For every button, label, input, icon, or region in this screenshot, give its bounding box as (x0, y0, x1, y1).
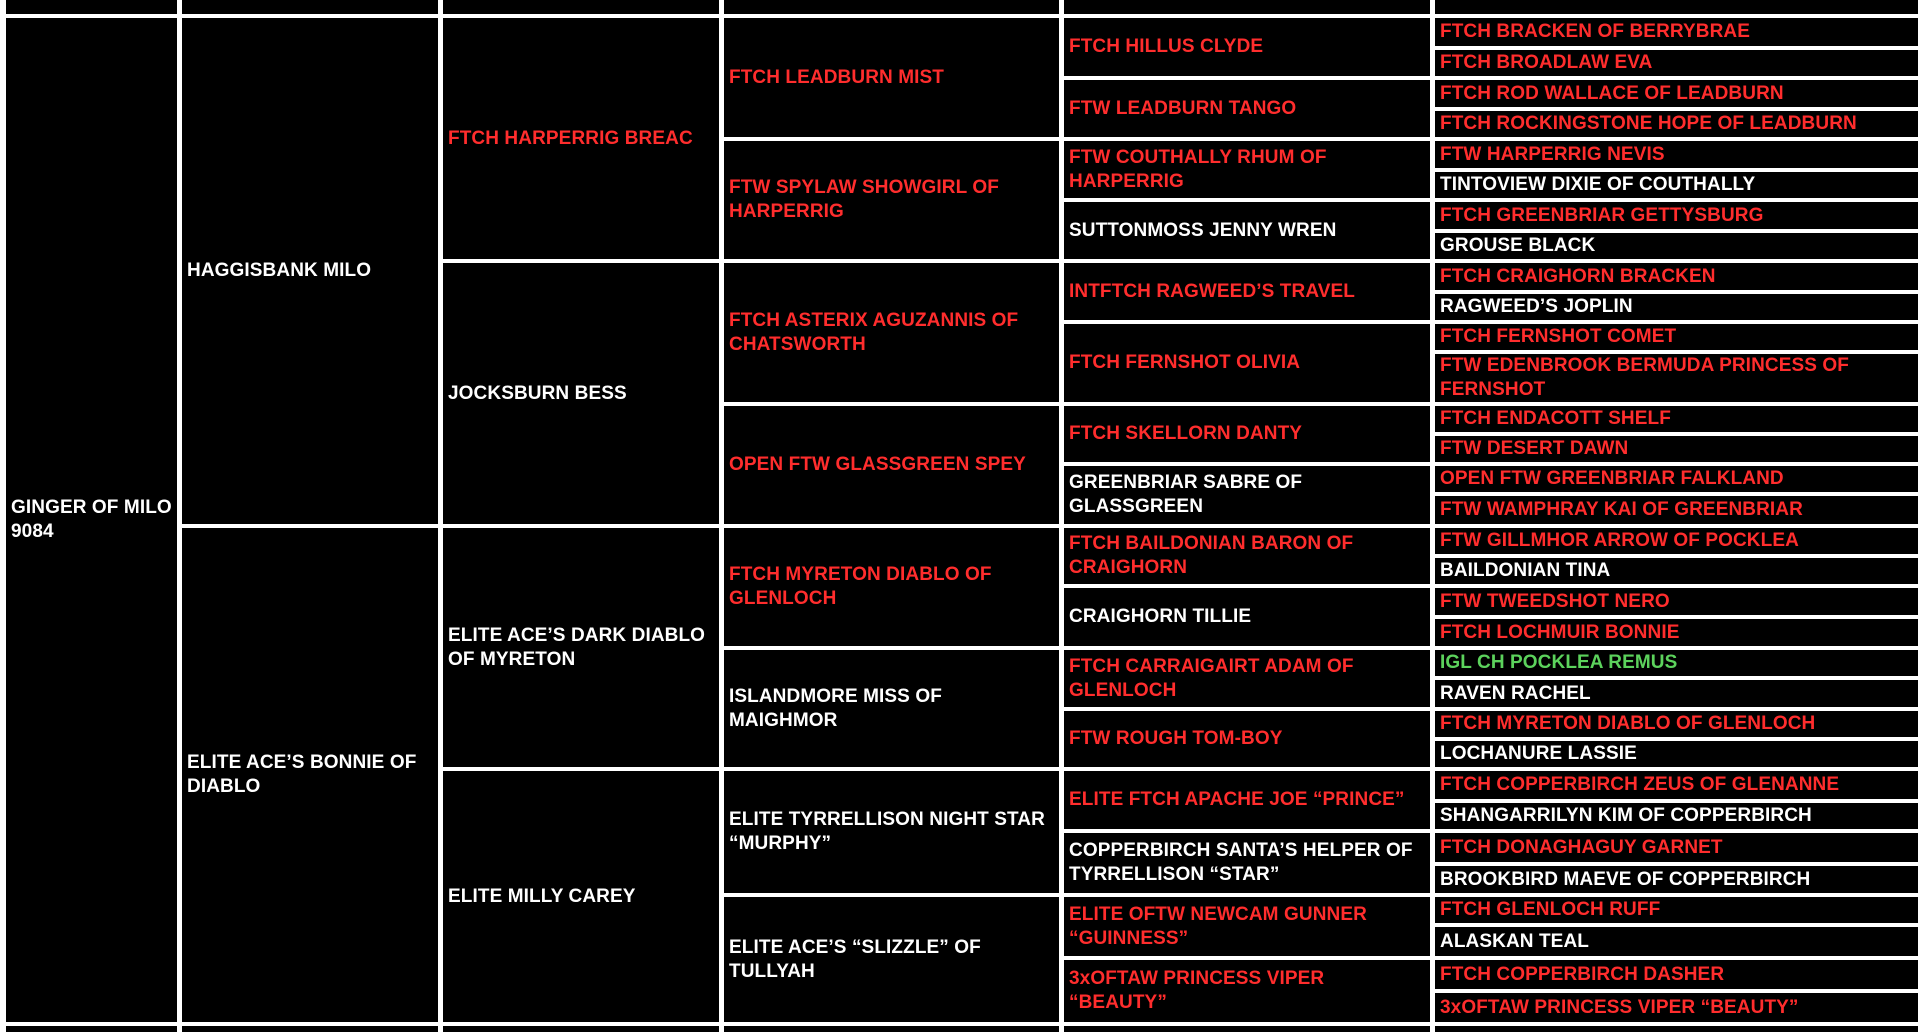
table-edge-bottom (1064, 1026, 1430, 1032)
dog-name: 3xOFTAW PRINCESS VIPER “BEAUTY” (1069, 968, 1325, 1013)
dog-name: FTCH GLENLOCH RUFF (1440, 899, 1661, 920)
pedigree-cell-gen6 (1435, 960, 1918, 989)
pedigree-cell-gen6 (1435, 406, 1918, 432)
dog-name: FTCH GREENBRIAR GETTYSBURG (1440, 204, 1764, 226)
pedigree-cell-gen4 (724, 263, 1059, 402)
pedigree-cell-gen6 (1435, 496, 1918, 524)
dog-name: FTCH FERNSHOT OLIVIA (1069, 352, 1301, 373)
dog-name: COPPERBIRCH SANTA’S HELPER OF TYRRELLISON “STAR” (1069, 840, 1413, 885)
table-edge-bottom (443, 1026, 719, 1032)
pedigree-cell-gen5 (1064, 406, 1430, 462)
table-edge-bottom (724, 1026, 1059, 1032)
table-edge-top (443, 0, 719, 14)
dog-name: INTFTCH RAGWEED’S TRAVEL (1069, 280, 1355, 302)
pedigree-cell-gen6 (1435, 993, 1918, 1022)
pedigree-cell-gen2 (182, 528, 438, 1022)
dog-name: BROOKBIRD MAEVE OF COPPERBIRCH (1440, 868, 1811, 890)
pedigree-cell-gen4 (724, 18, 1059, 137)
dog-name: FTCH BAILDONIAN BARON OF CRAIGHORN (1069, 533, 1354, 578)
dog-name: ELITE ACE’S BONNIE OF DIABLO (187, 752, 417, 797)
dog-name: SHANGARRILYN KIM OF COPPERBIRCH (1440, 805, 1812, 826)
dog-name: FTCH SKELLORN DANTY (1069, 423, 1303, 444)
pedigree-cell-gen4 (724, 406, 1059, 524)
dog-name: 3xOFTAW PRINCESS VIPER “BEAUTY” (1440, 996, 1799, 1018)
dog-name: GINGER OF MILO 9084 (11, 497, 172, 542)
pedigree-cell-gen3 (443, 263, 719, 524)
dog-name: FTCH COPPERBIRCH ZEUS OF GLENANNE (1440, 774, 1840, 795)
pedigree-cell-gen6 (1435, 650, 1918, 676)
dog-name: BAILDONIAN TINA (1440, 560, 1611, 581)
pedigree-cell-gen6 (1435, 528, 1918, 554)
pedigree-cell-gen6 (1435, 619, 1918, 646)
pedigree-cell-gen5 (1064, 650, 1430, 707)
pedigree-cell-gen6 (1435, 141, 1918, 168)
dog-name: ALASKAN TEAL (1440, 930, 1589, 952)
pedigree-cell-gen6 (1435, 711, 1918, 737)
dog-name: FTCH ENDACOTT SHELF (1440, 408, 1671, 429)
pedigree-cell-gen6 (1435, 111, 1918, 137)
pedigree-cell-gen6 (1435, 897, 1918, 923)
dog-name: ISLANDMORE MISS OF MAIGHMOR (729, 685, 942, 731)
dog-name: FTCH ROCKINGSTONE HOPE OF LEADBURN (1440, 113, 1857, 134)
pedigree-cell-gen6 (1435, 18, 1918, 46)
dog-name: OPEN FTW GREENBRIAR FALKLAND (1440, 468, 1784, 489)
dog-name: OPEN FTW GLASSGREEN SPEY (729, 454, 1026, 475)
pedigree-cell-gen5 (1064, 960, 1430, 1022)
dog-name: FTCH MYRETON DIABLO OF GLENLOCH (729, 564, 992, 609)
pedigree-cell-gen3 (443, 18, 719, 259)
dog-name: FTW SPYLAW SHOWGIRL OF HARPERRIG (729, 177, 999, 222)
pedigree-cell-gen6 (1435, 294, 1918, 320)
pedigree-cell-gen5 (1064, 80, 1430, 137)
pedigree-cell-gen6 (1435, 803, 1918, 829)
pedigree-cell-gen6 (1435, 680, 1918, 707)
pedigree-cell-gen2 (182, 18, 438, 524)
dog-name: ELITE OFTW NEWCAM GUNNER “GUINNESS” (1069, 903, 1367, 949)
dog-name: HAGGISBANK MILO (187, 260, 372, 281)
pedigree-cell-gen6 (1435, 588, 1918, 615)
dog-name: FTCH LEADBURN MIST (729, 66, 945, 88)
pedigree-cell-gen5 (1064, 771, 1430, 829)
dog-name: FTW DESERT DAWN (1440, 438, 1629, 459)
dog-name: FTW HARPERRIG NEVIS (1440, 143, 1665, 165)
dog-name: IGL CH POCKLEA REMUS (1440, 652, 1678, 673)
dog-name: TINTOVIEW DIXIE OF COUTHALLY (1440, 174, 1756, 195)
pedigree-cell-gen4 (724, 528, 1059, 646)
dog-name: FTCH BRACKEN OF BERRYBRAE (1440, 21, 1751, 42)
pedigree-cell-gen5 (1064, 18, 1430, 76)
dog-name: ELITE TYRRELLISON NIGHT STAR “MURPHY” (729, 809, 1045, 854)
pedigree-cell-gen6 (1435, 80, 1918, 107)
dog-name: FTCH ROD WALLACE OF LEADBURN (1440, 82, 1784, 104)
dog-name: FTCH CRAIGHORN BRACKEN (1440, 265, 1716, 287)
dog-name: JOCKSBURN BESS (448, 382, 627, 404)
pedigree-cell-gen3 (443, 528, 719, 767)
dog-name: GROUSE BLACK (1440, 235, 1596, 256)
dog-name: FTW LEADBURN TANGO (1069, 97, 1297, 119)
pedigree-cell-gen5 (1064, 141, 1430, 198)
pedigree-cell-gen5 (1064, 324, 1430, 402)
pedigree-cell-gen6 (1435, 466, 1918, 492)
pedigree-cell-gen1 (6, 18, 177, 1022)
dog-name: LOCHANURE LASSIE (1440, 743, 1637, 764)
pedigree-cell-gen6 (1435, 172, 1918, 198)
table-edge-top (182, 0, 438, 14)
dog-name: FTCH ASTERIX AGUZANNIS OF CHATSWORTH (729, 309, 1019, 355)
dog-name: ELITE ACE’S DARK DIABLO OF MYRETON (448, 624, 706, 670)
dog-name: FTW COUTHALLY RHUM OF HARPERRIG (1069, 146, 1327, 192)
table-edge-top (1435, 0, 1918, 14)
pedigree-cell-gen5 (1064, 466, 1430, 524)
pedigree-cell-gen6 (1435, 866, 1918, 893)
pedigree-cell-gen5 (1064, 897, 1430, 956)
dog-name: ELITE ACE’S “SLIZZLE” OF TULLYAH (729, 936, 981, 982)
pedigree-cell-gen6 (1435, 771, 1918, 799)
dog-name: RAVEN RACHEL (1440, 682, 1591, 704)
dog-name: FTCH BROADLAW EVA (1440, 52, 1653, 73)
dog-name: RAGWEED’S JOPLIN (1440, 296, 1633, 317)
pedigree-cell-gen6 (1435, 833, 1918, 862)
pedigree-cell-gen6 (1435, 324, 1918, 350)
table-edge-top (6, 0, 177, 14)
dog-name: SUTTONMOSS JENNY WREN (1069, 219, 1337, 241)
pedigree-cell-gen5 (1064, 833, 1430, 893)
pedigree-cell-gen6 (1435, 354, 1918, 402)
dog-name: FTCH DONAGHAGUY GARNET (1440, 836, 1723, 858)
table-edge-bottom (1435, 1026, 1918, 1032)
dog-name: FTCH COPPERBIRCH DASHER (1440, 963, 1725, 985)
pedigree-cell-gen6 (1435, 436, 1918, 462)
pedigree-cell-gen4 (724, 650, 1059, 767)
pedigree-cell-gen5 (1064, 711, 1430, 767)
pedigree-cell-gen6 (1435, 558, 1918, 584)
pedigree-cell-gen6 (1435, 927, 1918, 956)
pedigree-cell-gen3 (443, 771, 719, 1022)
pedigree-cell-gen5 (1064, 588, 1430, 646)
pedigree-cell-gen5 (1064, 202, 1430, 259)
pedigree-cell-gen4 (724, 141, 1059, 259)
pedigree-cell-gen5 (1064, 528, 1430, 584)
pedigree-cell-gen5 (1064, 263, 1430, 320)
dog-name: ELITE FTCH APACHE JOE “PRINCE” (1069, 789, 1405, 810)
dog-name: FTW EDENBROOK BERMUDA PRINCESS OF FERNSHOT (1440, 355, 1849, 400)
dog-name: FTW WAMPHRAY KAI OF GREENBRIAR (1440, 499, 1803, 520)
pedigree-cell-gen6 (1435, 233, 1918, 259)
pedigree-cell-gen4 (724, 897, 1059, 1022)
dog-name: GREENBRIAR SABRE OF GLASSGREEN (1069, 472, 1303, 517)
pedigree-cell-gen4 (724, 771, 1059, 893)
dog-name: CRAIGHORN TILLIE (1069, 606, 1252, 627)
dog-name: FTW ROUGH TOM-BOY (1069, 728, 1283, 749)
dog-name: FTCH HARPERRIG BREAC (448, 127, 693, 149)
dog-name: FTCH HILLUS CLYDE (1069, 36, 1264, 57)
dog-name: FTCH FERNSHOT COMET (1440, 326, 1677, 347)
pedigree-cell-gen6 (1435, 50, 1918, 76)
dog-name: FTCH CARRAIGAIRT ADAM OF GLENLOCH (1069, 655, 1354, 701)
dog-name: FTW TWEEDSHOT NERO (1440, 590, 1670, 612)
pedigree-cell-gen6 (1435, 263, 1918, 290)
dog-name: ELITE MILLY CAREY (448, 885, 636, 907)
table-edge-bottom (182, 1026, 438, 1032)
table-edge-bottom (6, 1026, 177, 1032)
pedigree-cell-gen6 (1435, 741, 1918, 767)
dog-name: FTW GILLMHOR ARROW OF POCKLEA (1440, 530, 1799, 551)
table-edge-top (724, 0, 1059, 14)
pedigree-cell-gen6 (1435, 202, 1918, 229)
dog-name: FTCH LOCHMUIR BONNIE (1440, 621, 1680, 643)
table-edge-top (1064, 0, 1430, 14)
dog-name: FTCH MYRETON DIABLO OF GLENLOCH (1440, 713, 1816, 734)
